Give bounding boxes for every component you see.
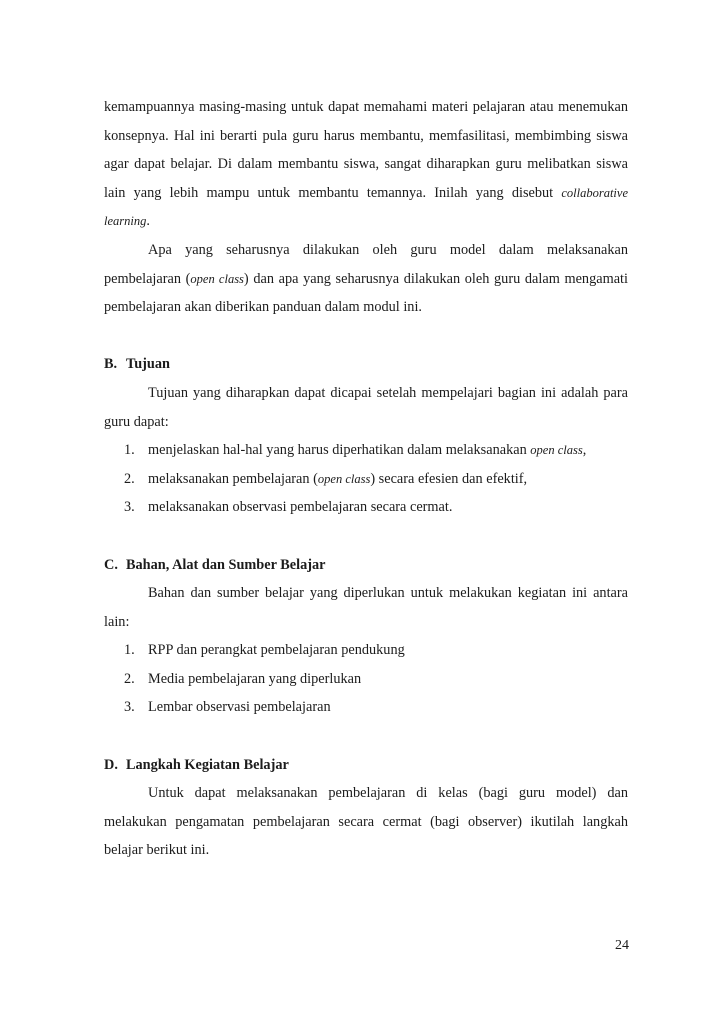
list-item bbox=[104, 636, 628, 665]
list-text-end: , bbox=[582, 442, 587, 459]
list-item bbox=[104, 693, 628, 722]
list-number: 1. bbox=[124, 442, 135, 459]
list-number: 2. bbox=[124, 670, 135, 687]
page-number: 24 bbox=[615, 938, 629, 953]
list-emphasis: open class bbox=[530, 443, 583, 458]
section-letter: B. bbox=[104, 356, 118, 373]
materials-list bbox=[104, 636, 628, 722]
list-number: 3. bbox=[124, 699, 135, 716]
section-paragraph: Tujuan yang diharapkan dapat dicapai setelah mempelajari bagian ini adalah para guru dapat: bbox=[104, 384, 628, 430]
list-text: melaksanakan observasi pembelajaran secara cermat. bbox=[148, 499, 453, 516]
intro-paragraph-2 bbox=[104, 236, 628, 322]
list-number: 2. bbox=[124, 470, 135, 487]
list-item bbox=[104, 436, 628, 465]
list-number: 3. bbox=[124, 499, 135, 516]
intro-text-end: ) dan apa yang seharusnya dilakukan oleh guru dalam mengamati pembelajaran akan diberikan panduan dalam modul ini. bbox=[104, 270, 628, 316]
intro-emphasis: open class bbox=[190, 271, 244, 286]
intro-text: kemampuannya masing-masing untuk dapat memahami materi pelajaran atau menemukan konsepnya. Hal ini berarti pula guru harus membantu, memfasilitasi, membimbing siswa agar dapat belajar. Di dalam membantu siswa, sangat diharapkan guru melibatkan siswa lain yang lebih mampu untuk membantu temannya. Inilah yang disebut bbox=[104, 99, 628, 201]
intro-text: Apa yang seharusnya dilakukan oleh guru model dalam melaksanakan pembelajaran ( bbox=[104, 241, 628, 287]
spacer bbox=[104, 322, 628, 351]
section-paragraph: Untuk dapat melaksanakan pembelajaran di kelas (bagi guru model) dan melakukan pengamatan pembelajaran secara cermat (bagi observer) ikutilah langkah belajar berikut ini. bbox=[104, 785, 628, 859]
section-title: Langkah Kegiatan Belajar bbox=[126, 756, 289, 773]
intro-paragraph-1 bbox=[104, 93, 628, 236]
section-paragraph: Bahan dan sumber belajar yang diperlukan untuk melakukan kegiatan ini antara lain: bbox=[104, 585, 628, 630]
intro-text-end: . bbox=[146, 213, 150, 230]
list-item bbox=[104, 465, 628, 494]
section-heading-bahan bbox=[104, 551, 628, 580]
section-letter: C. bbox=[104, 556, 118, 573]
spacer bbox=[104, 722, 628, 751]
intro-emphasis: collaborative learning bbox=[104, 185, 628, 229]
section-heading-tujuan bbox=[104, 350, 628, 379]
list-number: 1. bbox=[124, 642, 135, 659]
section-heading-langkah bbox=[104, 751, 628, 780]
list-text: Lembar observasi pembelajaran bbox=[148, 699, 331, 716]
section-title: Tujuan bbox=[126, 356, 170, 373]
list-item bbox=[104, 493, 628, 522]
list-text-end: ) secara efesien dan efektif, bbox=[370, 470, 528, 487]
document-page bbox=[104, 93, 628, 865]
list-text: melaksanakan pembelajaran ( bbox=[148, 470, 318, 487]
section-title: Bahan, Alat dan Sumber Belajar bbox=[126, 556, 326, 573]
section-letter: D. bbox=[104, 756, 118, 773]
list-emphasis: open class bbox=[317, 471, 371, 486]
list-text: menjelaskan hal-hal yang harus diperhatikan dalam melaksanakan bbox=[148, 442, 531, 459]
spacer bbox=[104, 522, 628, 551]
objectives-list bbox=[104, 436, 628, 522]
list-text: Media pembelajaran yang diperlukan bbox=[148, 670, 362, 687]
list-item bbox=[104, 665, 628, 694]
list-text: RPP dan perangkat pembelajaran pendukung bbox=[148, 642, 405, 659]
